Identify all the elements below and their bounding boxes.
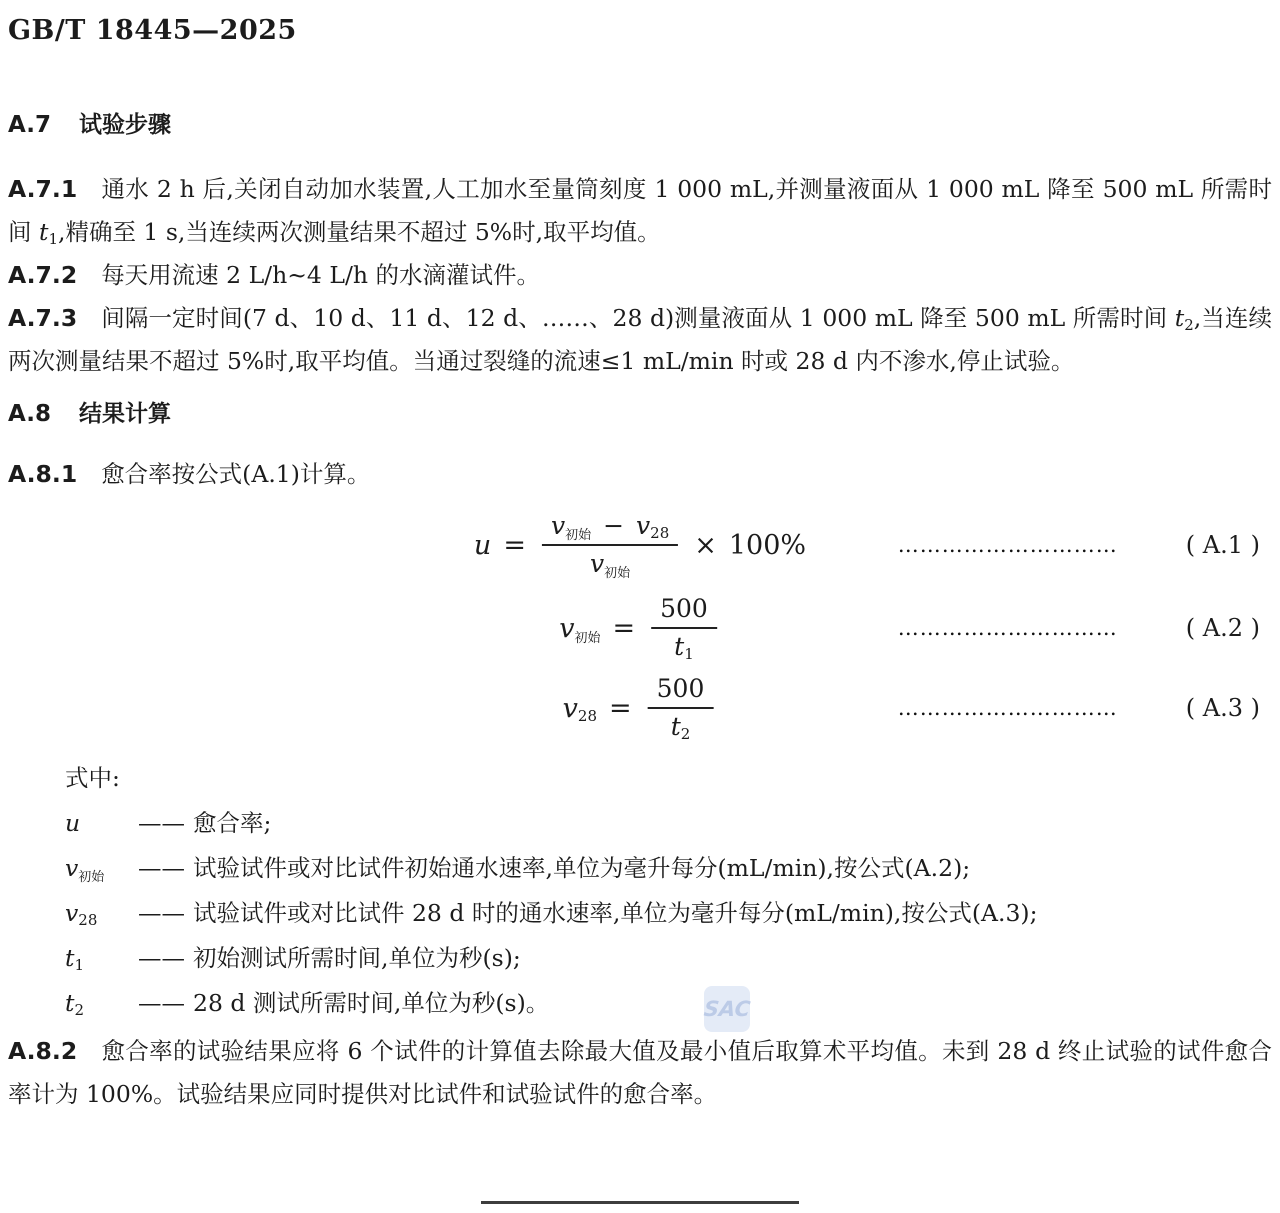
formula-a2-expression xyxy=(559,594,721,662)
fraction-denominator xyxy=(674,629,694,662)
percent-value: 100% xyxy=(728,529,807,561)
definition-description: 试验试件或对比试件初始通水速率,单位为毫升每分(mL/min),按公式(A.2); xyxy=(193,854,971,882)
formula-a1-expression xyxy=(474,511,806,579)
section-heading-a7 xyxy=(8,110,1272,140)
section-title: 试验步骤 xyxy=(78,112,171,138)
definition-description: 28 d 测试所需时间,单位为秒(s)。 xyxy=(193,989,550,1017)
definition-dash: —— xyxy=(138,899,185,927)
clause-number: A.7.2 xyxy=(8,261,78,289)
section-a8-body xyxy=(8,453,1272,496)
clause-text: ,精确至 1 s,当连续两次测量结果不超过 5%时,取平均值。 xyxy=(57,218,661,246)
definition-description: 愈合率; xyxy=(193,809,272,837)
definition-term: u xyxy=(65,809,81,837)
clause-text: 愈合率按公式(A.1)计算。 xyxy=(101,460,371,488)
fraction xyxy=(651,594,717,662)
clause-number: A.8.1 xyxy=(8,460,78,488)
fraction-denominator xyxy=(590,546,630,579)
section-heading-a8 xyxy=(8,399,1272,429)
formula-a3-expression xyxy=(563,674,718,742)
formula-a3 xyxy=(8,668,1272,748)
dot-leader: ………………………… xyxy=(897,696,1118,720)
formula-block xyxy=(8,502,1272,748)
definition-description: 初始测试所需时间,单位为秒(s); xyxy=(193,944,521,972)
definition-term: $v_{28}$ xyxy=(65,899,98,929)
formula-a3-reference xyxy=(898,694,1260,722)
definition-dash: —— xyxy=(138,989,185,1017)
footer-rule xyxy=(481,1201,799,1204)
var-v-28: $v_{28}$ xyxy=(562,692,598,725)
definition-row-v-28 xyxy=(8,891,1272,936)
paragraph-a8-1 xyxy=(8,453,1272,496)
formula-a1 xyxy=(8,502,1272,588)
minus-sign: − xyxy=(603,511,625,540)
formula-label: ( A.3 ) xyxy=(1185,694,1260,722)
sac-watermark-text: SAC xyxy=(702,997,752,1021)
variable-subscript: 1 xyxy=(48,230,58,248)
definition-dash: —— xyxy=(138,944,185,972)
definition-row-v-initial xyxy=(8,846,1272,891)
section-number: A.8 xyxy=(8,401,51,427)
clause-text: ,当连续两次测量结果不超过 5%时,取平均值。当通过裂缝的流速≤1 mL/min 时或 28 d 内不渗水,停止试验。 xyxy=(8,304,1272,375)
fraction-numerator: 500 xyxy=(651,594,717,629)
section-a8-2-body xyxy=(8,1030,1272,1116)
fraction-numerator xyxy=(542,511,678,546)
paragraph-a7-3 xyxy=(8,297,1272,383)
clause-text: 间隔一定时间(7 d、10 d、11 d、12 d、……、28 d)测量液面从 1 000 mL 降至 500 mL 所需时间 xyxy=(101,304,1175,332)
fraction xyxy=(648,674,714,742)
standard-number-header: GB/T 18445—2025 xyxy=(8,15,297,46)
formula-label: ( A.2 ) xyxy=(1185,614,1260,642)
definition-description: 试验试件或对比试件 28 d 时的通水速率,单位为毫升每分(mL/min),按公式(A.3); xyxy=(193,899,1038,927)
var-v-28: $v_{28}$ xyxy=(636,511,670,542)
variable-subscript: 2 xyxy=(1184,316,1194,334)
equals-sign: = xyxy=(609,692,632,724)
section-title: 结果计算 xyxy=(78,401,171,427)
paragraph-a7-2 xyxy=(8,254,1272,297)
var-v-initial: $v_{初始}$ xyxy=(559,612,601,646)
variable-t: t xyxy=(1174,304,1185,332)
dot-leader: ………………………… xyxy=(897,533,1118,557)
where-clause-intro: 式中: xyxy=(65,764,120,792)
clause-text: 通水 2 h 后,关闭自动加水装置,人工加水至量筒刻度 1 000 mL,并测量液面从 1 000 mL 降至 500 mL 所需时间 xyxy=(8,175,1272,246)
paragraph-a8-2 xyxy=(8,1030,1272,1116)
fraction-denominator xyxy=(671,709,691,742)
variable-t: t xyxy=(38,218,49,246)
equals-sign: = xyxy=(503,529,526,561)
clause-text: 每天用流速 2 L/h~4 L/h 的水滴灌试件。 xyxy=(101,261,540,289)
section-a7-body xyxy=(8,168,1272,383)
var-u: u xyxy=(473,529,492,561)
formula-a2-reference xyxy=(898,614,1260,642)
formula-a2 xyxy=(8,588,1272,668)
dot-leader: ………………………… xyxy=(897,616,1118,640)
definition-dash: —— xyxy=(138,809,185,837)
definition-row-t1 xyxy=(8,936,1272,981)
definition-term: $v_{初始}$ xyxy=(65,854,105,885)
clause-number: A.7.3 xyxy=(8,304,78,332)
fraction xyxy=(542,511,678,579)
section-number: A.7 xyxy=(8,112,51,138)
formula-a1-reference xyxy=(898,531,1260,559)
definition-term: $t_1$ xyxy=(65,944,84,974)
fraction-numerator: 500 xyxy=(648,674,714,709)
paragraph-a7-1 xyxy=(8,168,1272,254)
where-clause-list xyxy=(8,801,1272,1026)
multiply-sign: × xyxy=(694,529,717,561)
var-t2: $t_2$ xyxy=(670,712,691,743)
clause-text: 愈合率的试验结果应将 6 个试件的计算值去除最大值及最小值后取算术平均值。未到 28 d 终止试验的试件愈合率计为 100%。试验结果应同时提供对比试件和试验试件的愈合率。 xyxy=(8,1037,1272,1108)
clause-number: A.7.1 xyxy=(8,175,78,203)
var-t1: $t_1$ xyxy=(674,632,694,663)
definition-dash: —— xyxy=(138,854,185,882)
equals-sign: = xyxy=(612,612,636,644)
clause-number: A.8.2 xyxy=(8,1037,78,1065)
definition-term: $t_2$ xyxy=(65,989,84,1019)
var-v-initial: $v_{初始}$ xyxy=(550,511,592,543)
formula-label: ( A.1 ) xyxy=(1185,531,1260,559)
definition-row-u xyxy=(8,801,1272,846)
definition-row-t2 xyxy=(8,981,1272,1026)
var-v-initial: $v_{初始}$ xyxy=(590,549,631,581)
